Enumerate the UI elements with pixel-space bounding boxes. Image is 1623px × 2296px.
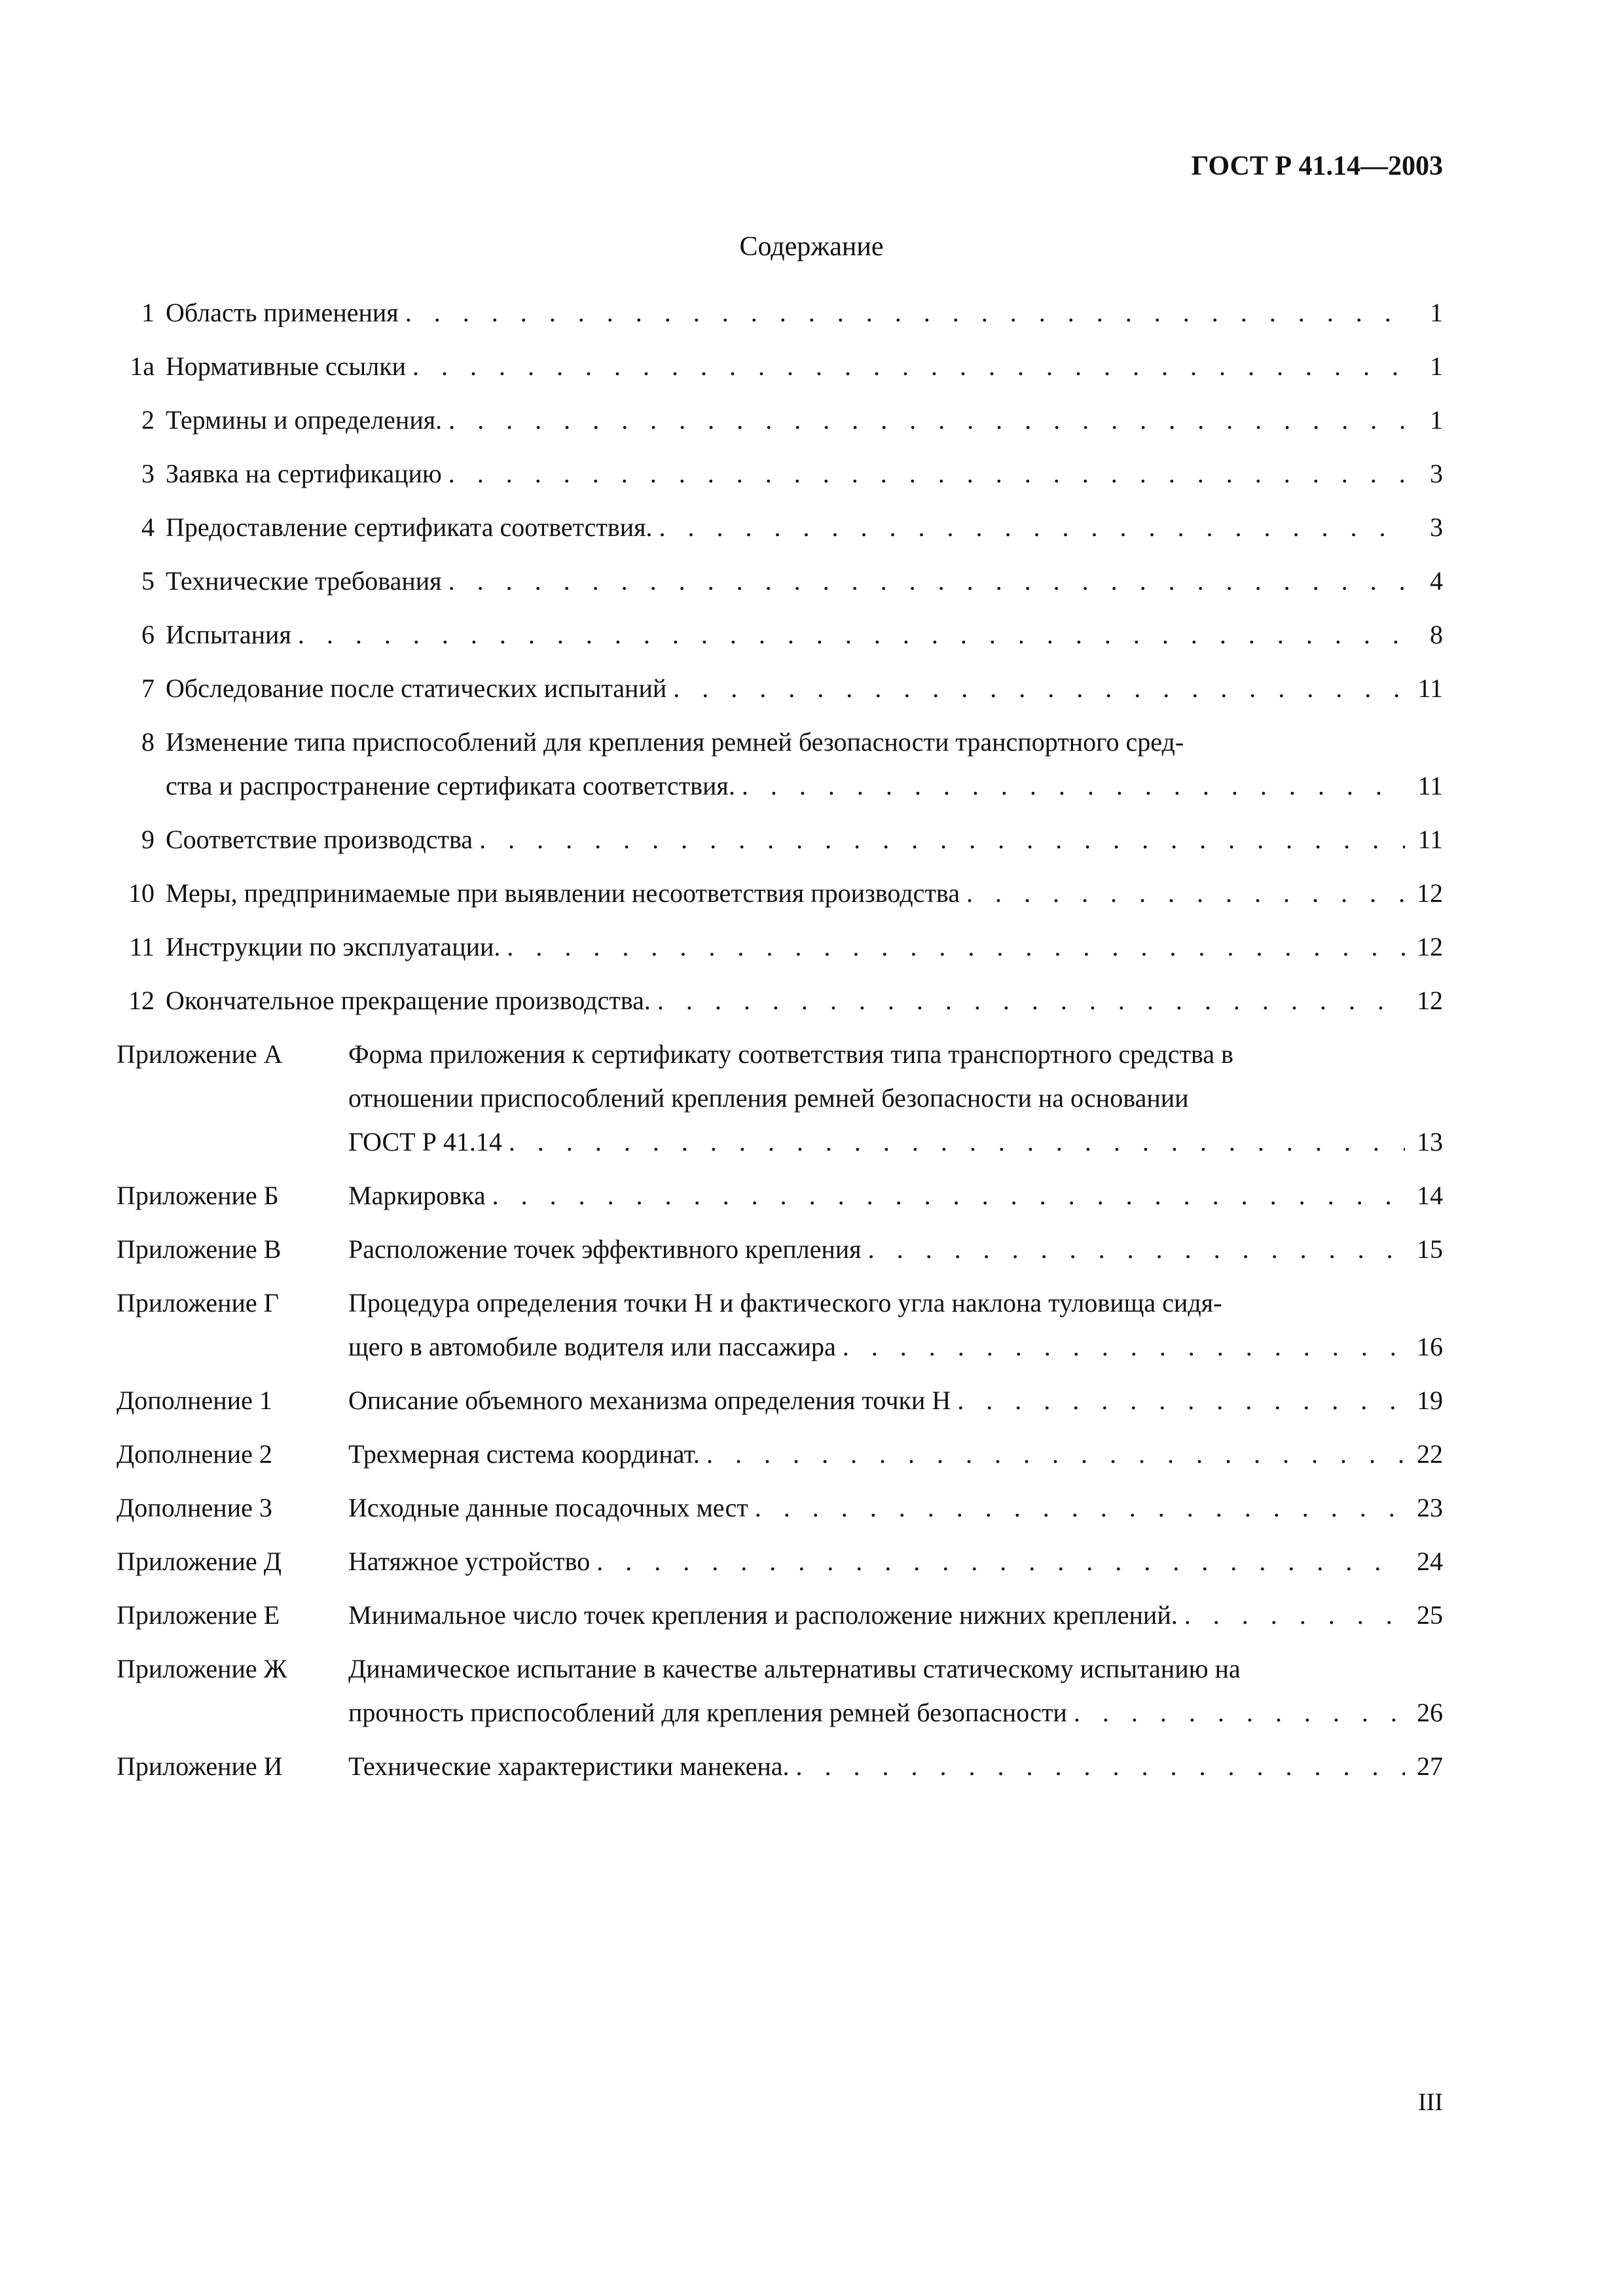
appendix-label: Приложение Г [117, 1288, 279, 1318]
entry-page: 14 [1417, 1181, 1443, 1210]
toc-entry-9[interactable] [117, 817, 1443, 861]
entry-number: 12 [128, 986, 155, 1015]
entry-number: 10 [128, 878, 155, 908]
toc-appendix-v[interactable] [117, 1227, 1443, 1271]
dot-leader [651, 978, 1405, 1022]
entry-page: 1 [1430, 298, 1443, 327]
entry-page: 26 [1417, 1698, 1443, 1727]
entry-title: Трехмерная система координат. [348, 1439, 700, 1469]
toc-entry-7[interactable] [117, 666, 1443, 710]
entry-title: Окончательное прекращение производства. [166, 986, 651, 1015]
entry-number: 6 [141, 620, 155, 649]
entry-title: Расположение точек эффективного крепления [348, 1234, 862, 1264]
entry-title: Инструкции по эксплуатации. [166, 932, 501, 961]
entry-page: 25 [1417, 1600, 1443, 1630]
toc-supplement-1[interactable] [117, 1378, 1443, 1422]
entry-number: 8 [141, 727, 155, 757]
dot-leader [1178, 1593, 1405, 1637]
dot-leader [442, 398, 1405, 442]
entry-page: 11 [1417, 825, 1443, 854]
entry-title-line: отношении приспособлений крепления ремней безопасности на основании [348, 1083, 1189, 1113]
document-code: ГОСТ Р 41.14—2003 [1191, 151, 1443, 181]
toc-entry-8[interactable] [117, 720, 1443, 808]
toc-entry-1a[interactable] [117, 344, 1443, 388]
toc-appendix-g[interactable] [117, 1281, 1443, 1369]
entry-number: 3 [141, 459, 155, 488]
entry-title: Исходные данные посадочных мест [348, 1493, 748, 1522]
entry-page: 8 [1430, 620, 1443, 649]
toc-title: Содержание [739, 232, 884, 262]
entry-title: Термины и определения. [166, 405, 443, 435]
entry-title: Минимальное число точек крепления и расположение нижних креплений. [348, 1600, 1178, 1630]
entry-page: 15 [1417, 1234, 1443, 1264]
toc-entry-10[interactable] [117, 871, 1443, 915]
entry-page: 11 [1417, 771, 1443, 800]
entry-number: 1 [141, 298, 155, 327]
entry-title: Область применения [166, 298, 399, 327]
entry-number: 4 [141, 512, 155, 542]
dot-leader [960, 871, 1405, 915]
entry-title: ства и распространение сертификата соответствия. [166, 771, 735, 800]
entry-number: 7 [141, 673, 155, 703]
toc-appendix-a[interactable] [117, 1032, 1443, 1164]
appendix-label: Приложение А [117, 1039, 283, 1069]
entry-page: 19 [1417, 1386, 1443, 1415]
toc-entry-1[interactable] [117, 291, 1443, 334]
entry-title: Натяжное устройство [348, 1547, 591, 1576]
toc-supplement-2[interactable] [117, 1432, 1443, 1476]
entry-number: 9 [141, 825, 155, 854]
entry-title: Меры, предпринимаемые при выявлении несоответствия производства [166, 878, 960, 908]
page-number: III [1418, 2089, 1443, 2116]
entry-page: 3 [1430, 512, 1443, 542]
toc-appendix-b[interactable] [117, 1174, 1443, 1217]
dot-leader [500, 925, 1405, 969]
toc-appendix-d[interactable] [117, 1539, 1443, 1583]
entry-title: Соответствие производства [166, 825, 473, 854]
dot-leader [735, 764, 1405, 808]
dot-leader [789, 1744, 1405, 1788]
appendix-label: Дополнение 2 [117, 1439, 272, 1469]
entry-page: 23 [1417, 1493, 1443, 1522]
dot-leader [748, 1486, 1405, 1530]
toc-entry-12[interactable] [117, 978, 1443, 1022]
toc-entry-6[interactable] [117, 613, 1443, 656]
dot-leader [951, 1378, 1405, 1422]
appendix-label: Приложение В [117, 1234, 282, 1264]
entry-title: Нормативные ссылки [166, 351, 407, 381]
appendix-label: Дополнение 1 [117, 1386, 272, 1415]
entry-title-line: Форма приложения к сертификату соответствия типа транспортного средства в [348, 1039, 1233, 1069]
entry-page: 12 [1417, 932, 1443, 961]
entry-number: 2 [141, 405, 155, 435]
entry-number: 1а [130, 351, 155, 381]
toc-appendix-zh[interactable] [117, 1647, 1443, 1734]
toc-supplement-3[interactable] [117, 1486, 1443, 1530]
entry-page: 13 [1417, 1127, 1443, 1157]
appendix-label: Приложение Б [117, 1181, 279, 1210]
entry-title: Предоставление сертификата соответствия. [166, 512, 653, 542]
toc-entry-5[interactable] [117, 559, 1443, 603]
entry-title: прочность приспособлений для крепления ремней безопасности [348, 1698, 1067, 1727]
entry-page: 12 [1417, 986, 1443, 1015]
dot-leader [442, 559, 1405, 603]
entry-title: Заявка на сертификацию [166, 459, 442, 488]
toc-entry-4[interactable] [117, 505, 1443, 549]
dot-leader [590, 1539, 1405, 1583]
toc-appendix-i[interactable] [117, 1744, 1443, 1788]
entry-title: Маркировка [348, 1181, 486, 1210]
dot-leader [653, 505, 1405, 549]
entry-page: 12 [1417, 878, 1443, 908]
entry-title-line: Динамическое испытание в качестве альтернативы статическому испытанию на [348, 1654, 1241, 1683]
entry-number: 5 [141, 566, 155, 596]
entry-title: Технические требования [166, 566, 442, 596]
dot-leader [399, 291, 1405, 334]
dot-leader [666, 666, 1405, 710]
appendix-label: Приложение Ж [117, 1654, 287, 1683]
appendix-label: Приложение Е [117, 1600, 280, 1630]
dot-leader [486, 1174, 1405, 1217]
entry-page: 27 [1417, 1751, 1443, 1781]
appendix-label: Приложение И [117, 1751, 283, 1781]
dot-leader [442, 452, 1405, 495]
entry-page: 1 [1430, 351, 1443, 381]
entry-page: 4 [1430, 566, 1443, 596]
dot-leader [406, 344, 1405, 388]
entry-title: ГОСТ Р 41.14 [348, 1127, 502, 1157]
entry-page: 1 [1430, 405, 1443, 435]
entry-number: 11 [129, 932, 155, 961]
entry-page: 3 [1430, 459, 1443, 488]
entry-page: 24 [1417, 1547, 1443, 1576]
entry-page: 11 [1417, 673, 1443, 703]
toc-entry-11[interactable] [117, 925, 1443, 969]
dot-leader [836, 1325, 1405, 1369]
entry-title: Обследование после статических испытаний [166, 673, 667, 703]
table-of-contents [117, 291, 1443, 1798]
entry-title-line: Процедура определения точки H и фактического угла наклона туловища сидя- [348, 1288, 1222, 1318]
entry-page: 16 [1417, 1332, 1443, 1361]
dot-leader [291, 613, 1405, 656]
dot-leader [700, 1432, 1405, 1476]
entry-title-line: Изменение типа приспособлений для крепления ремней безопасности транспортного сред- [166, 727, 1184, 757]
dot-leader [862, 1227, 1405, 1271]
appendix-label: Дополнение 3 [117, 1493, 272, 1522]
entry-page: 22 [1417, 1439, 1443, 1469]
entry-title: щего в автомобиле водителя или пассажира [348, 1332, 836, 1361]
toc-entry-3[interactable] [117, 452, 1443, 495]
entry-title: Технические характеристики манекена. [348, 1751, 790, 1781]
entry-title: Описание объемного механизма определения точки H [348, 1386, 951, 1415]
toc-appendix-e[interactable] [117, 1593, 1443, 1637]
dot-leader [502, 1120, 1405, 1164]
appendix-label: Приложение Д [117, 1547, 282, 1576]
entry-title: Испытания [166, 620, 291, 649]
toc-entry-2[interactable] [117, 398, 1443, 442]
dot-leader [1067, 1691, 1405, 1734]
dot-leader [473, 817, 1405, 861]
